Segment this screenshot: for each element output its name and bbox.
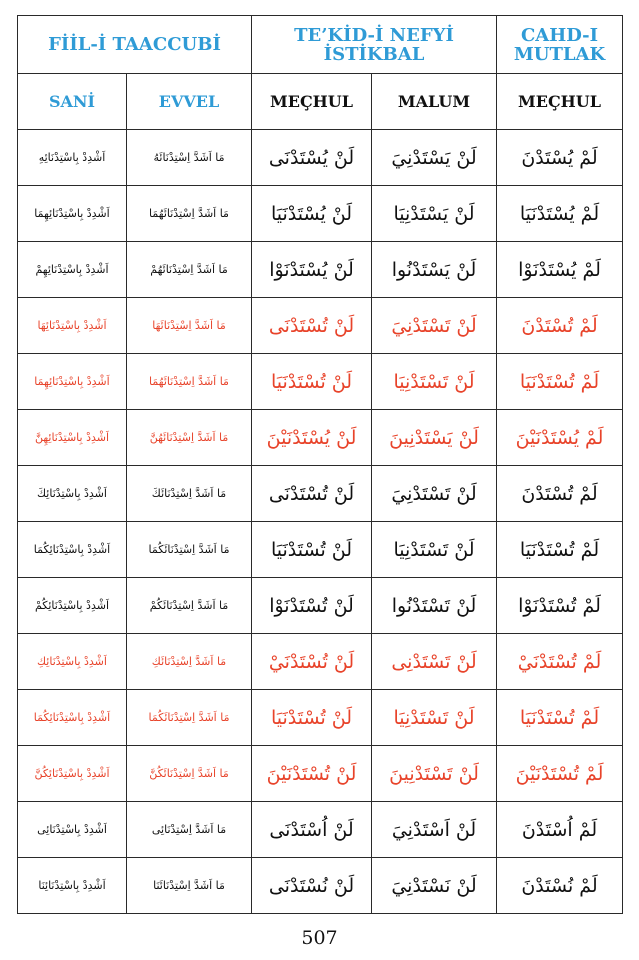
cell-evvel: مَا اَشَدَّ اِسْتِدْنَائَهُمَا xyxy=(127,354,252,410)
cell-mechul: لَنْ يُسْتَدْنَى xyxy=(252,130,372,186)
cell-sani: اَشْدِدْ بِاسْتِدْنَائِهِمْ xyxy=(18,242,127,298)
cell-mechul: لَنْ تُسْتَدْنَيَا xyxy=(252,522,372,578)
header-tekid-i-nefyi-istikbal: TE’KİD-İ NEFYİ İSTİKBAL xyxy=(252,16,497,74)
cell-cahd-mechul: لَمْ تُسْتَدْنَيَا xyxy=(497,354,623,410)
cell-evvel: مَا اَشَدَّ اِسْتِدْنَائَهَا xyxy=(127,298,252,354)
cell-cahd-mechul: لَمْ يُسْتَدْنَ xyxy=(497,130,623,186)
cell-cahd-mechul: لَمْ نُسْتَدْنَ xyxy=(497,858,623,914)
cell-mechul: لَنْ تُسْتَدْنَيَا xyxy=(252,690,372,746)
cell-malum: لَنْ يَسْتَدْنِيَا xyxy=(372,186,497,242)
cell-mechul: لَنْ تُسْتَدْنَيْ xyxy=(252,634,372,690)
cell-sani: اَشْدِدْ بِاسْتِدْنَائِى xyxy=(18,802,127,858)
table-row xyxy=(18,466,623,522)
table-row xyxy=(18,634,623,690)
cell-sani: اَشْدِدْ بِاسْتِدْنَائِهِمَا xyxy=(18,186,127,242)
cell-cahd-mechul: لَمْ تُسْتَدْنَ xyxy=(497,298,623,354)
cell-mechul: لَنْ تُسْتَدْنَيَا xyxy=(252,354,372,410)
cell-mechul: لَنْ اُسْتَدْنَى xyxy=(252,802,372,858)
cell-cahd-mechul: لَمْ تُسْتَدْنَيْ xyxy=(497,634,623,690)
cell-evvel: مَا اَشَدَّ اِسْتِدْنَائَكَ xyxy=(127,466,252,522)
cell-evvel: مَا اَشَدَّ اِسْتِدْنَائَنَا xyxy=(127,858,252,914)
cell-mechul: لَنْ تُسْتَدْنَيْنَ xyxy=(252,746,372,802)
table-row xyxy=(18,410,623,466)
cell-mechul: لَنْ يُسْتَدْنَوْا xyxy=(252,242,372,298)
cell-malum: لَنْ تَسْتَدْنِيَ xyxy=(372,298,497,354)
cell-sani: اَشْدِدْ بِاسْتِدْنَائِكُمْ xyxy=(18,578,127,634)
cell-mechul: لَنْ تُسْتَدْنَى xyxy=(252,298,372,354)
cell-malum: لَنْ نَسْتَدْنِيَ xyxy=(372,858,497,914)
table-row xyxy=(18,298,623,354)
cell-sani: اَشْدِدْ بِاسْتِدْنَائِهِ xyxy=(18,130,127,186)
column-header-mechul: MEÇHUL xyxy=(252,74,372,130)
cell-cahd-mechul: لَمْ تُسْتَدْنَيْنَ xyxy=(497,746,623,802)
cell-cahd-mechul: لَمْ تُسْتَدْنَ xyxy=(497,466,623,522)
cell-evvel: مَا اَشَدَّ اِسْتِدْنَائَهُ xyxy=(127,130,252,186)
table-row xyxy=(18,746,623,802)
cell-cahd-mechul: لَمْ اُسْتَدْنَ xyxy=(497,802,623,858)
cell-malum: لَنْ تَسْتَدْنِى xyxy=(372,634,497,690)
cell-sani: اَشْدِدْ بِاسْتِدْنَائِكُمَا xyxy=(18,522,127,578)
cell-malum: لَنْ تَسْتَدْنِينَ xyxy=(372,746,497,802)
table-row xyxy=(18,578,623,634)
cell-mechul: لَنْ تُسْتَدْنَوْا xyxy=(252,578,372,634)
cell-malum: لَنْ تَسْتَدْنِيَا xyxy=(372,690,497,746)
cell-cahd-mechul: لَمْ يُسْتَدْنَوْا xyxy=(497,242,623,298)
cell-malum: لَنْ تَسْتَدْنِيَ xyxy=(372,466,497,522)
cell-evvel: مَا اَشَدَّ اِسْتِدْنَائَكُمَا xyxy=(127,690,252,746)
cell-evvel: مَا اَشَدَّ اِسْتِدْنَائِى xyxy=(127,802,252,858)
cell-sani: اَشْدِدْ بِاسْتِدْنَائِكَ xyxy=(18,466,127,522)
cell-evvel: مَا اَشَدَّ اِسْتِدْنَائَكُمَا xyxy=(127,522,252,578)
table-row xyxy=(18,242,623,298)
cell-evvel: مَا اَشَدَّ اِسْتِدْنَائَهُنَّ xyxy=(127,410,252,466)
table-row xyxy=(18,186,623,242)
cell-cahd-mechul: لَمْ تُسْتَدْنَيَا xyxy=(497,522,623,578)
cell-evvel: مَا اَشَدَّ اِسْتِدْنَائَهُمْ xyxy=(127,242,252,298)
cell-sani: اَشْدِدْ بِاسْتِدْنَائِكُمَا xyxy=(18,690,127,746)
cell-sani: اَشْدِدْ بِاسْتِدْنَائِكِ xyxy=(18,634,127,690)
cell-mechul: لَنْ تُسْتَدْنَى xyxy=(252,466,372,522)
column-header-evvel: EVVEL xyxy=(127,74,252,130)
cell-malum: لَنْ اَسْتَدْنِيَ xyxy=(372,802,497,858)
cell-evvel: مَا اَشَدَّ اِسْتِدْنَائَكُمْ xyxy=(127,578,252,634)
cell-malum: لَنْ تَسْتَدْنُوا xyxy=(372,578,497,634)
cell-mechul: لَنْ نُسْتَدْنَى xyxy=(252,858,372,914)
cell-evvel: مَا اَشَدَّ اِسْتِدْنَائَكِ xyxy=(127,634,252,690)
conjugation-table xyxy=(17,15,623,914)
page-number: 507 xyxy=(301,927,338,949)
cell-sani: اَشْدِدْ بِاسْتِدْنَائِهِمَا xyxy=(18,354,127,410)
column-header-row xyxy=(18,74,623,130)
group-header-row xyxy=(18,16,623,74)
column-header-cahd-mechul: MEÇHUL xyxy=(497,74,623,130)
cell-malum: لَنْ يَسْتَدْنِينَ xyxy=(372,410,497,466)
cell-evvel: مَا اَشَدَّ اِسْتِدْنَائَكُنَّ xyxy=(127,746,252,802)
cell-sani: اَشْدِدْ بِاسْتِدْنَائِهَا xyxy=(18,298,127,354)
cell-malum: لَنْ تَسْتَدْنِيَا xyxy=(372,354,497,410)
cell-sani: اَشْدِدْ بِاسْتِدْنَائِكُنَّ xyxy=(18,746,127,802)
cell-malum: لَنْ تَسْتَدْنِيَا xyxy=(372,522,497,578)
table-row xyxy=(18,354,623,410)
header-cahd-i-mutlak: CAHD-I MUTLAK xyxy=(497,16,623,74)
table-row xyxy=(18,522,623,578)
cell-mechul: لَنْ يُسْتَدْنَيْنَ xyxy=(252,410,372,466)
header-fiil-i-taaccubi: FİİL-İ TAACCUBİ xyxy=(18,16,252,74)
cell-malum: لَنْ يَسْتَدْنِيَ xyxy=(372,130,497,186)
table-row xyxy=(18,690,623,746)
cell-cahd-mechul: لَمْ تُسْتَدْنَيَا xyxy=(497,690,623,746)
cell-sani: اَشْدِدْ بِاسْتِدْنَائِهِنَّ xyxy=(18,410,127,466)
cell-cahd-mechul: لَمْ يُسْتَدْنَيْنَ xyxy=(497,410,623,466)
cell-malum: لَنْ يَسْتَدْنُوا xyxy=(372,242,497,298)
table-row xyxy=(18,802,623,858)
table-row xyxy=(18,130,623,186)
cell-cahd-mechul: لَمْ تُسْتَدْنَوْا xyxy=(497,578,623,634)
column-header-malum: MALUM xyxy=(372,74,497,130)
cell-evvel: مَا اَشَدَّ اِسْتِدْنَائَهُمَا xyxy=(127,186,252,242)
table-row xyxy=(18,858,623,914)
cell-cahd-mechul: لَمْ يُسْتَدْنَيَا xyxy=(497,186,623,242)
column-header-sani: SANİ xyxy=(18,74,127,130)
cell-sani: اَشْدِدْ بِاسْتِدْنَائِنَا xyxy=(18,858,127,914)
cell-mechul: لَنْ يُسْتَدْنَيَا xyxy=(252,186,372,242)
